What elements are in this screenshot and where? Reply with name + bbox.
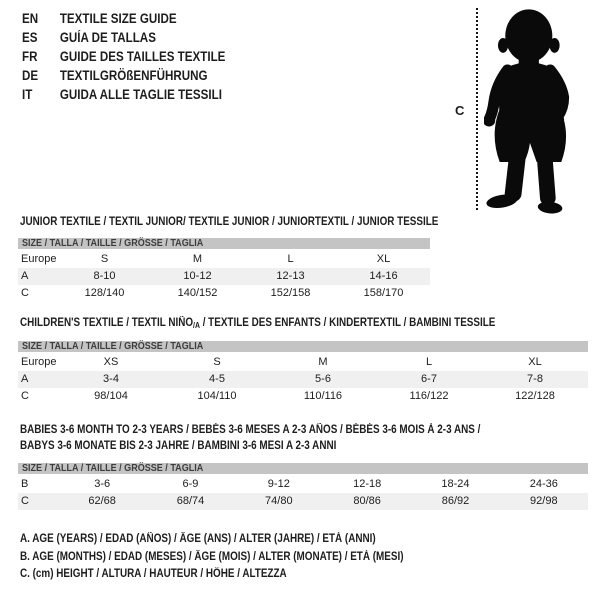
- language-list: [22, 9, 259, 104]
- title-text: CHILDREN'S TEXTILE / TEXTIL NIÑO: [20, 317, 194, 329]
- language-row: [22, 47, 225, 66]
- baby-silhouette-icon: [484, 3, 596, 215]
- language-code: ES: [22, 30, 38, 45]
- language-label: GUÍA DE TALLAS: [59, 30, 156, 45]
- table-cell: 5-6: [315, 373, 331, 385]
- row-label: C: [21, 495, 29, 507]
- size-header-bar: [18, 341, 588, 352]
- table-cell: XS: [103, 356, 119, 368]
- legend: [20, 531, 466, 584]
- height-measure-label: C: [455, 103, 465, 118]
- title-line-1: BABIES 3-6 MONTH TO 2-3 YEARS / BEBÉS 3-6 MESES A 2-3 AÑOS / BÉBÉS 3-6 MOIS À 2-3 ANS /: [20, 424, 481, 436]
- table-cell: S: [213, 356, 221, 368]
- table-cell: 3-6: [94, 478, 111, 490]
- size-header-text: SIZE / TALLA / TAILLE / GRÖSSE / TAGLIA: [22, 340, 204, 352]
- table-cell: 158/170: [363, 287, 404, 299]
- section-title-babies: [20, 422, 555, 454]
- table-cell: XL: [528, 356, 542, 368]
- table-cell: 110/116: [303, 390, 343, 402]
- legend-line-a: A. AGE (YEARS) / EDAD (AÑOS) / ÂGE (ANS) / ALTER (JAHRE) / ETÀ (ANNI): [20, 533, 376, 545]
- table-cell: 4-5: [209, 373, 225, 385]
- row-label: Europe: [21, 356, 57, 368]
- table-cell: 152/158: [270, 287, 311, 299]
- language-code: DE: [22, 68, 39, 83]
- table-body: [18, 251, 430, 302]
- table-cell: 9-12: [267, 478, 290, 490]
- table-cell: 7-8: [527, 373, 543, 385]
- table-row: [18, 388, 588, 405]
- size-header-bar: [18, 463, 588, 474]
- title-text: / TEXTILE DES ENFANTS / KINDERTEXTIL / BAMBINI TESSILE: [199, 317, 496, 329]
- babies-size-table: [18, 463, 588, 510]
- language-row: [22, 66, 225, 85]
- legend-line-b: B. AGE (MONTHS) / EDAD (MESES) / ÂGE (MOIS) / ALTER (MONATE) / ETÀ (MESI): [20, 550, 404, 563]
- table-row: [18, 476, 588, 493]
- title-subscript: /A: [193, 321, 200, 330]
- table-body: [18, 476, 588, 510]
- table-row: [18, 285, 430, 302]
- table-cell: 18-24: [441, 478, 470, 490]
- table-cell: 80/86: [353, 495, 381, 507]
- table-cell: 12-18: [353, 478, 382, 490]
- table-cell: 14-16: [369, 270, 398, 282]
- table-cell: 86/92: [441, 495, 470, 507]
- size-header-text: SIZE / TALLA / TAILLE / GRÖSSE / TAGLIA: [22, 462, 204, 474]
- row-label: Europe: [21, 253, 57, 265]
- table-cell: L: [287, 253, 294, 265]
- table-cell: M: [318, 356, 328, 368]
- table-cell: 62/68: [88, 495, 116, 507]
- row-label: A: [21, 373, 29, 385]
- section-title-junior: JUNIOR TEXTILE / TEXTIL JUNIOR/ TEXTILE JUNIOR / JUNIORTEXTIL / JUNIOR TESSILE: [20, 216, 439, 228]
- title-line-2: BABYS 3-6 MONATE BIS 2-3 JAHRE / BAMBINI 3-6 MESI A 2-3 ANNI: [20, 440, 337, 452]
- row-label: A: [21, 270, 29, 282]
- size-header-bar: [18, 238, 430, 249]
- table-cell: 122/128: [515, 390, 555, 402]
- table-cell: 6-7: [421, 373, 437, 385]
- table-cell: 74/80: [265, 495, 293, 507]
- language-row: [22, 9, 225, 28]
- height-measure-dotted-line: [476, 8, 478, 210]
- table-cell: 68/74: [176, 495, 205, 507]
- language-row: [22, 28, 225, 47]
- table-row: [18, 371, 588, 388]
- table-cell: 140/152: [177, 287, 218, 299]
- table-cell: 92/98: [530, 495, 558, 507]
- table-cell: XL: [376, 253, 391, 265]
- table-cell: 128/140: [84, 287, 125, 299]
- language-label: TEXTILGRÖßENFÜHRUNG: [59, 68, 208, 83]
- section-title-children: [20, 317, 495, 330]
- row-label: C: [21, 390, 29, 402]
- children-size-table: [18, 341, 588, 405]
- table-cell: 24-36: [529, 478, 558, 490]
- table-body: [18, 354, 588, 405]
- table-cell: 12-13: [276, 270, 305, 282]
- table-row: [18, 493, 588, 510]
- table-cell: 116/122: [409, 390, 449, 402]
- table-cell: 6-9: [182, 478, 199, 490]
- language-code: FR: [22, 49, 38, 64]
- junior-size-table: [18, 238, 430, 302]
- table-row: [18, 354, 588, 371]
- language-row: [22, 85, 225, 104]
- table-row: [18, 268, 430, 285]
- language-code: IT: [22, 87, 33, 102]
- table-cell: 8-10: [93, 270, 116, 282]
- table-cell: S: [100, 253, 109, 265]
- table-cell: 104/110: [197, 390, 237, 402]
- table-cell: 98/104: [94, 390, 128, 402]
- table-row: [18, 251, 430, 268]
- language-label: TEXTILE SIZE GUIDE: [59, 11, 177, 26]
- size-header-text: SIZE / TALLA / TAILLE / GRÖSSE / TAGLIA: [22, 237, 204, 249]
- language-label: GUIDE DES TAILLES TEXTILE: [59, 49, 226, 64]
- table-cell: 10-12: [183, 270, 212, 282]
- row-label: C: [21, 287, 29, 299]
- legend-line-c: C. (cm) HEIGHT / ALTURA / HAUTEUR / HÖHE / ALTEZZA: [20, 568, 287, 580]
- row-label: B: [21, 478, 29, 490]
- language-code: EN: [22, 11, 39, 26]
- table-cell: M: [192, 253, 203, 265]
- table-cell: L: [425, 356, 433, 368]
- language-label: GUIDA ALLE TAGLIE TESSILI: [59, 87, 222, 102]
- table-cell: 3-4: [103, 373, 119, 385]
